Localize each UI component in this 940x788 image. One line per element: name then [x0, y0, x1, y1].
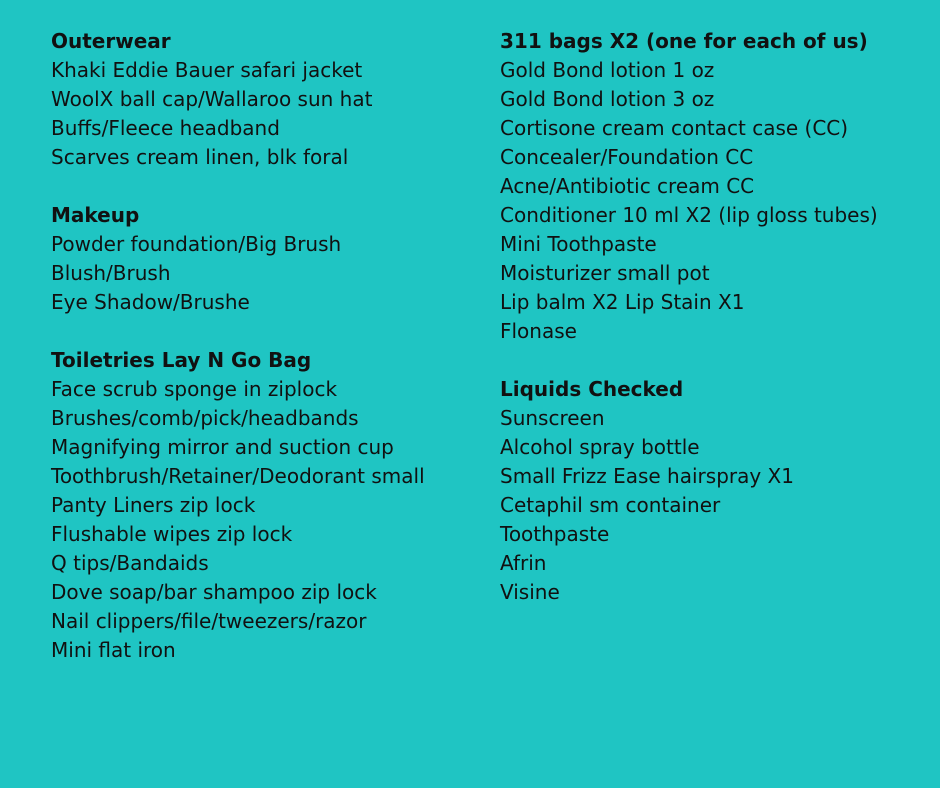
list-item: Gold Bond lotion 1 oz — [500, 58, 715, 82]
section-heading: Makeup — [51, 203, 140, 227]
list-item: Afrin — [500, 551, 547, 575]
section-makeup — [51, 201, 481, 317]
list-item: Sunscreen — [500, 406, 605, 430]
list-item: Alcohol spray bottle — [500, 435, 700, 459]
section-heading: Outerwear — [51, 29, 171, 53]
list-item: Magnifying mirror and suction cup — [51, 435, 394, 459]
list-item: Scarves cream linen, blk foral — [51, 145, 349, 169]
list-item: Flushable wipes zip lock — [51, 522, 293, 546]
list-item: Face scrub sponge in ziplock — [51, 377, 338, 401]
list-item: Concealer/Foundation CC — [500, 145, 754, 169]
list-item: Nail clippers/file/tweezers/razor — [51, 609, 367, 633]
right-column — [500, 27, 920, 636]
list-item: Powder foundation/Big Brush — [51, 232, 342, 256]
section-heading: Toiletries Lay N Go Bag — [51, 348, 312, 372]
list-item: Lip balm X2 Lip Stain X1 — [500, 290, 745, 314]
list-item: Mini flat iron — [51, 638, 176, 662]
list-item: Q tips/Bandaids — [51, 551, 209, 575]
section-liquids-checked — [500, 375, 920, 607]
list-item: Moisturizer small pot — [500, 261, 710, 285]
list-item: Gold Bond lotion 3 oz — [500, 87, 715, 111]
list-item: Toothpaste — [500, 522, 610, 546]
list-item: WoolX ball cap/Wallaroo sun hat — [51, 87, 373, 111]
section-311-bags — [500, 27, 920, 346]
list-item: Visine — [500, 580, 560, 604]
section-heading: 311 bags X2 (one for each of us) — [500, 29, 868, 53]
left-column — [51, 27, 481, 694]
list-item: Flonase — [500, 319, 577, 343]
list-item: Cortisone cream contact case (CC) — [500, 116, 849, 140]
list-item: Buffs/Fleece headband — [51, 116, 280, 140]
list-item: Brushes/comb/pick/headbands — [51, 406, 359, 430]
list-item: Toothbrush/Retainer/Deodorant small — [51, 464, 425, 488]
section-toiletries — [51, 346, 481, 665]
list-item: Panty Liners zip lock — [51, 493, 256, 517]
section-heading: Liquids Checked — [500, 377, 684, 401]
list-item: Cetaphil sm container — [500, 493, 721, 517]
list-item: Blush/Brush — [51, 261, 171, 285]
list-item: Eye Shadow/Brushe — [51, 290, 250, 314]
list-item: Dove soap/bar shampoo zip lock — [51, 580, 377, 604]
list-item: Khaki Eddie Bauer safari jacket — [51, 58, 363, 82]
list-item: Conditioner 10 ml X2 (lip gloss tubes) — [500, 203, 878, 227]
section-outerwear — [51, 27, 481, 172]
list-item: Small Frizz Ease hairspray X1 — [500, 464, 794, 488]
list-item: Acne/Antibiotic cream CC — [500, 174, 755, 198]
list-item: Mini Toothpaste — [500, 232, 657, 256]
